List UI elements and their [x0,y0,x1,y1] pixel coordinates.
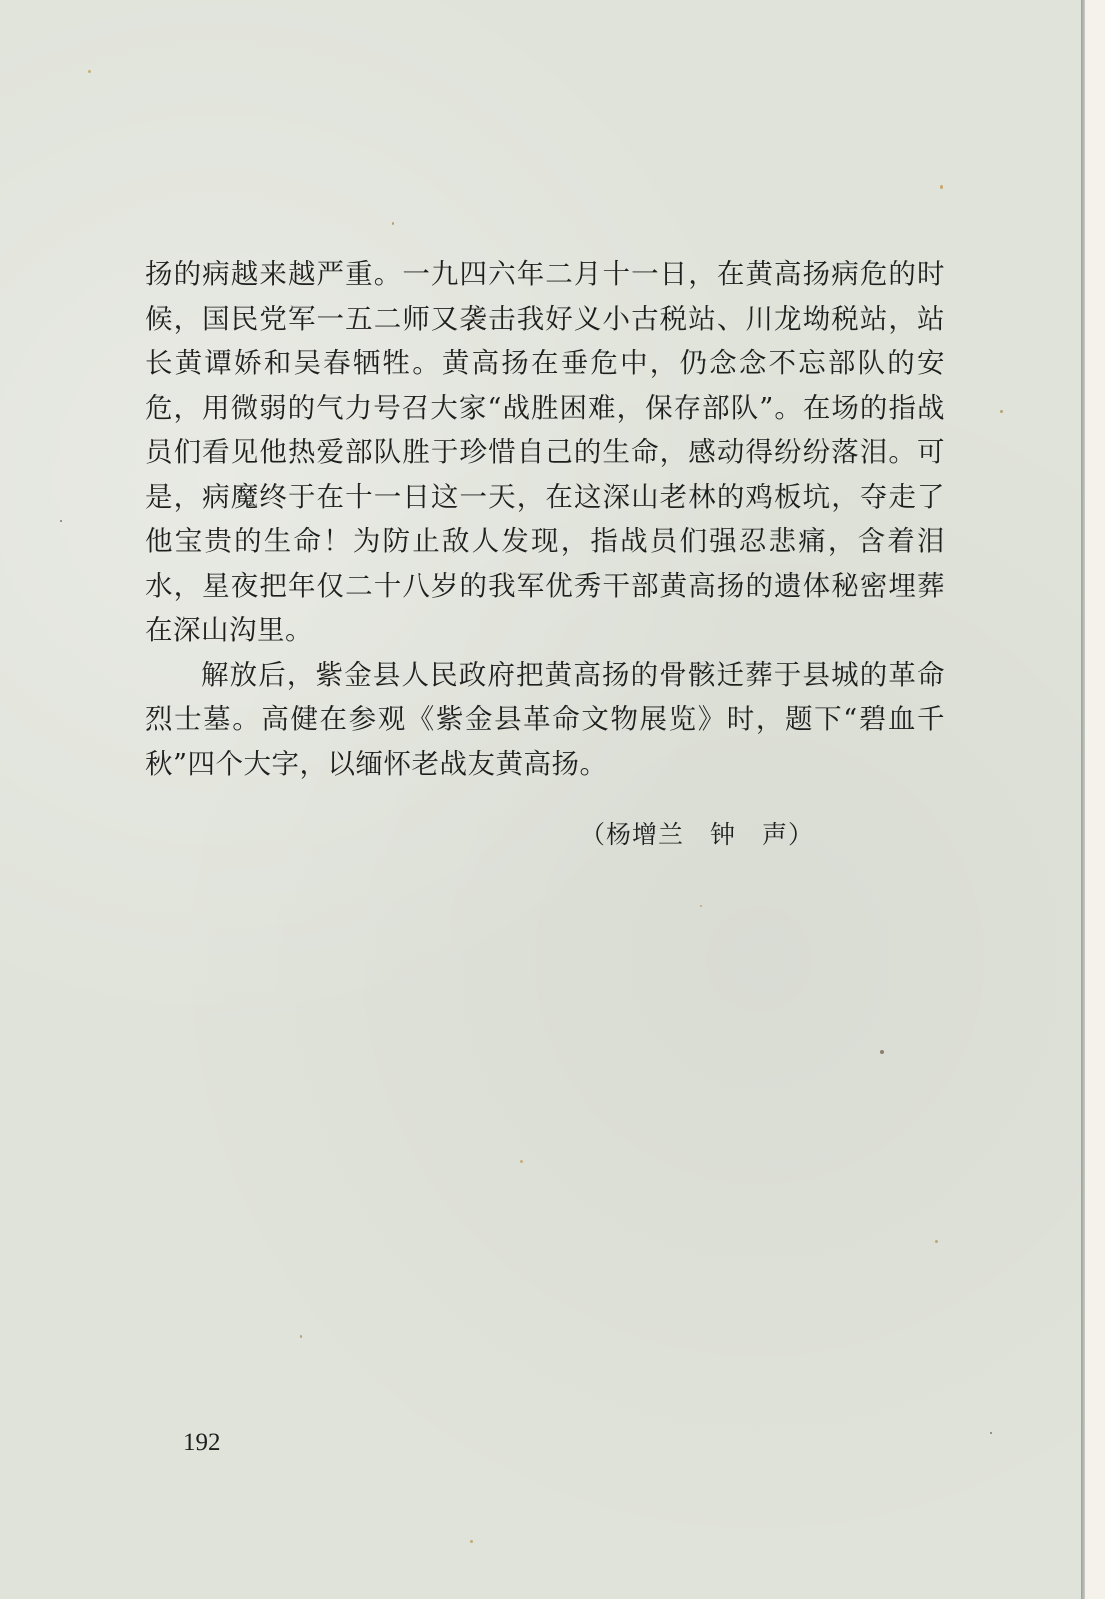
paper-speck [990,1432,992,1434]
paper-speck [1000,410,1003,413]
paper-speck [300,1335,302,1338]
page-number: 192 [183,1429,221,1456]
paper-speck [88,70,91,73]
paper-speck [392,222,394,225]
body-text [145,252,945,786]
paper-speck [470,1540,473,1543]
paper-speck [935,1240,938,1243]
paper-speck [60,520,62,522]
paragraph-2: 解放后，紫金县人民政府把黄高扬的骨骸迁葬于县城的革命烈士墓。高健在参观《紫金县革命文物展览》时，题下“碧血千秋”四个大字，以缅怀老战友黄高扬。 [145,658,945,780]
paragraph-1: 扬的病越来越严重。一九四六年二月十一日，在黄高扬病危的时候，国民党军一五二师又袭击我好义小古税站、川龙坳税站，站长黄谭娇和吴春牺牲。黄高扬在垂危中，仍念念不忘部队的安危，用微弱的气力号召大家“战胜困难，保存部队”。在场的指战员们看见他热爱部队胜于珍惜自己的生命，感动得纷纷落泪。可是，病魔终于在十一日这一天，在这深山老林的鸡板坑，夺走了他宝贵的生命！为防止敌人发现，指战员们强忍悲痛，含着泪水，星夜把年仅二十八岁的我军优秀干部黄高扬的遗体秘密埋葬在深山沟里。 [145,258,945,646]
paper-speck [700,905,702,907]
author-attribution: （杨增兰 钟 声） [580,820,815,849]
paper-speck [520,1160,523,1163]
scan-border [1085,0,1105,1599]
paper-speck [880,1050,884,1054]
paper-speck [940,185,943,189]
